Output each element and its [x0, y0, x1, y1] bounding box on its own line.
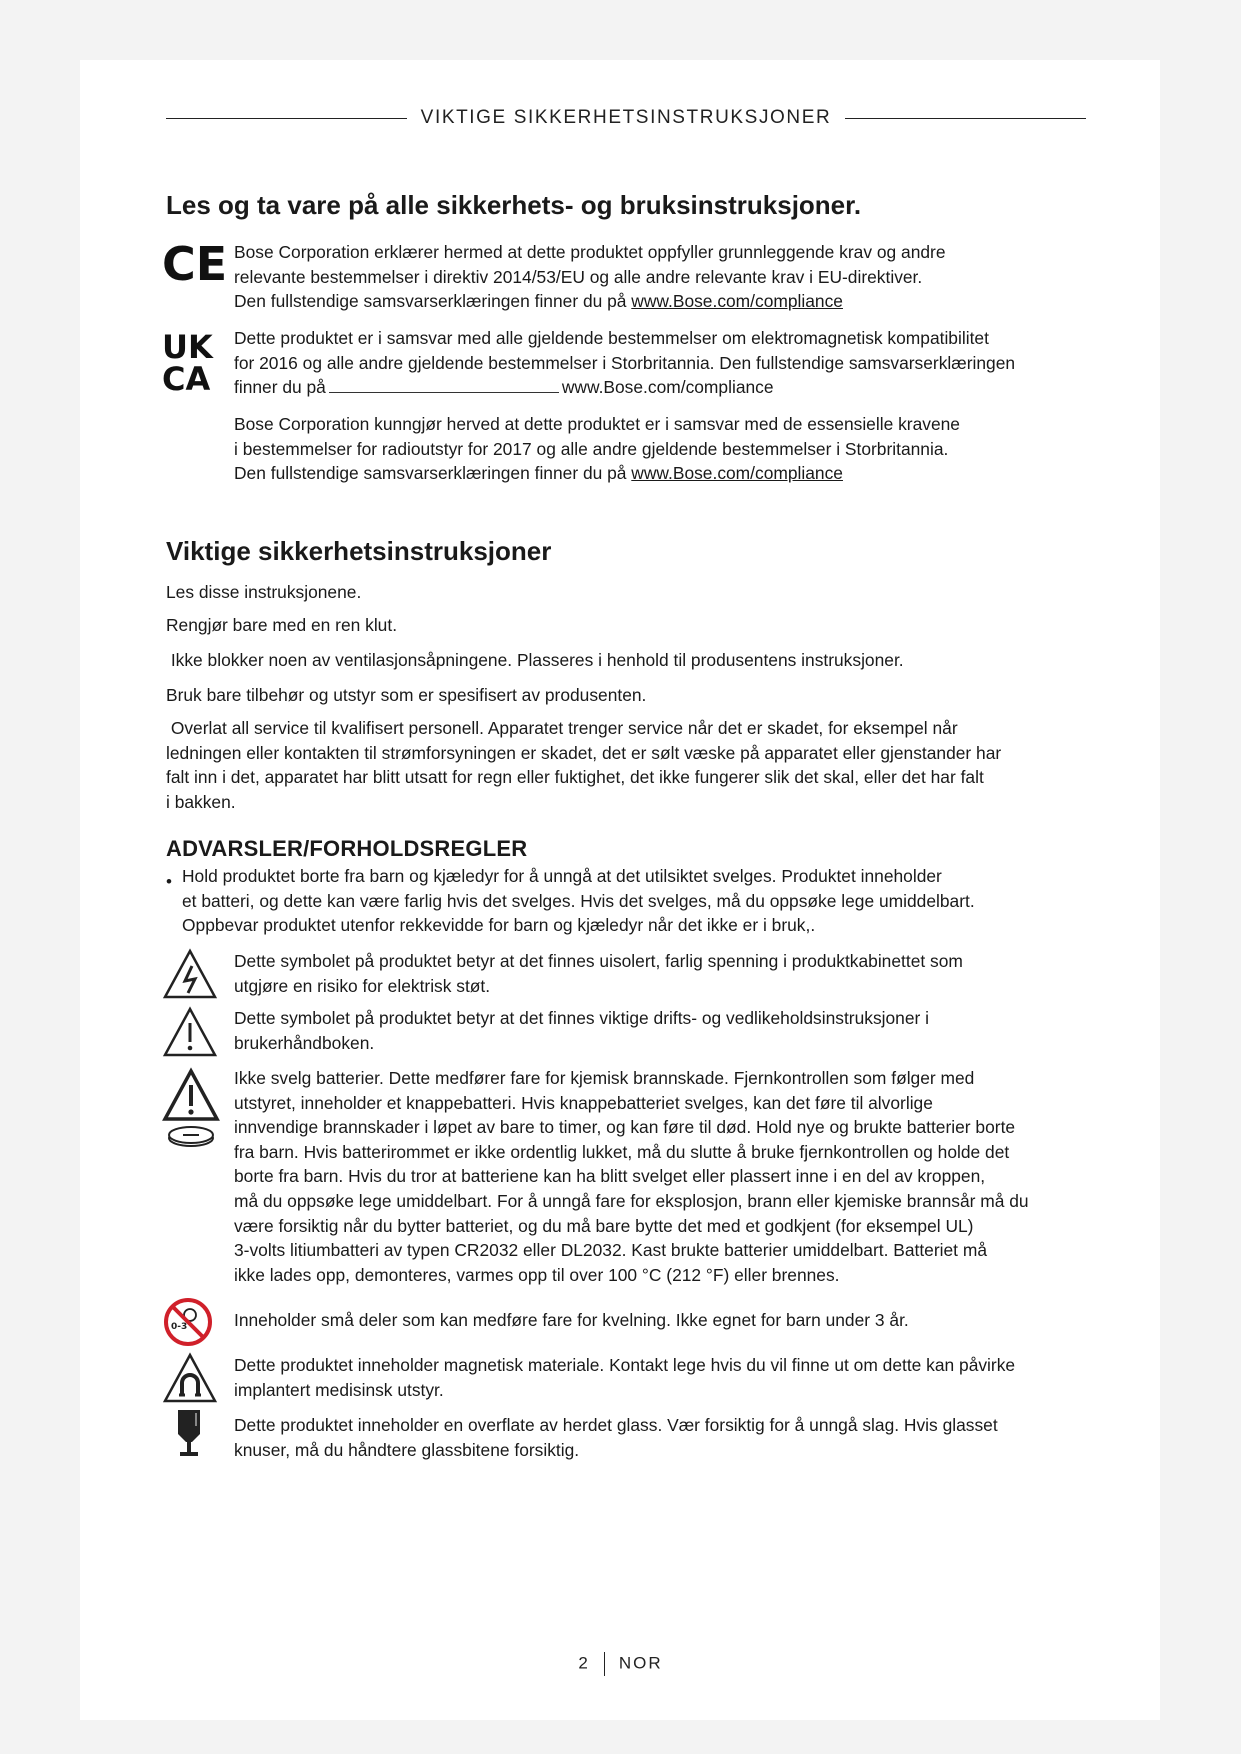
small-parts-warning: [234, 1308, 1094, 1333]
safety-instructions: [166, 613, 1086, 638]
ukca-mark-text-top: UK: [162, 328, 213, 366]
safety-instructions: [166, 683, 1086, 708]
glass-icon: [172, 1410, 206, 1463]
glass-warning-line: knuser, må du håndtere glassbitene forsiktig.: [234, 1439, 580, 1460]
footer-separator: [604, 1652, 605, 1676]
battery-warning-line: ikke lades opp, demonteres, varmes opp til over 100 °C (212 °F) eller brennes.: [234, 1264, 840, 1285]
warning-bullet-line: Oppbevar produktet utenfor rekkevidde for barn og kjæledyr når det ikke er i bruk,.: [182, 915, 816, 936]
small-parts-badge-text: 0-3: [171, 1322, 188, 1332]
electric-shock-warning-icon: [162, 948, 218, 1005]
header-rule-right: [845, 118, 1086, 119]
safety-item-line: Overlat all service til kvalifisert personell. Apparatet trenger service når det er skadet, for eksempel når: [166, 718, 958, 738]
ce-declaration: [234, 240, 1094, 314]
ce-mark-text: CE: [162, 237, 228, 291]
ce-text-prefix: Den fullstendige samsvarserklæringen finner du på: [234, 291, 632, 312]
safety-instructions: [166, 580, 1086, 605]
safety-item: Bruk bare tilbehør og utstyr som er spesifisert av produsenten.: [166, 685, 647, 705]
voltage-warning-line: Dette symbolet på produktet betyr at det finnes uisolert, farlig spenning i produktkabinettet som: [234, 951, 963, 971]
warning-bullet-line: Hold produktet borte fra barn og kjæledyr for å unngå at det utilsiktet svelges. Produktet inneholder: [182, 866, 942, 886]
manual-warning-line: brukerhåndboken.: [234, 1032, 375, 1053]
manual-warning: [234, 1006, 1094, 1055]
ce-mark-icon: [162, 237, 228, 291]
radio-compliance-link[interactable]: www.Bose.com/compliance: [631, 463, 843, 484]
header-rule-left: [166, 118, 407, 119]
ukca-mark-icon: [162, 330, 218, 399]
magnet-warning-line: Dette produktet inneholder magnetisk materiale. Kontakt lege hvis du vil finne ut om dette kan påvirke: [234, 1355, 1016, 1375]
page-footer: [0, 1652, 1241, 1676]
glass-warning-line: Dette produktet inneholder en overflate av herdet glass. Vær forsiktig for å unngå slag. Hvis glasset: [234, 1415, 998, 1435]
battery-warning-line: borte fra barn. Hvis du tror at batteriene kan ha blitt svelget eller plassert inne i en del av kroppen,: [234, 1166, 986, 1187]
ce-text-line: relevante bestemmelser i direktiv 2014/53/EU og alle andre relevante krav i EU-direktiver.: [234, 266, 923, 287]
page-number: 2: [578, 1653, 590, 1673]
ce-text-line: Bose Corporation erklærer hermed at dette produktet oppfyller grunnleggende krav og andre: [234, 242, 946, 262]
warning-bullet-line: et batteri, og dette kan være farlig hvis det svelges. Hvis det svelges, må du oppsøke lege umiddelbart.: [182, 890, 975, 911]
bullet-marker: •: [166, 872, 172, 891]
ce-text-line: [234, 289, 1094, 314]
radio-declaration: [234, 412, 1094, 486]
radio-text-line: i bestemmelser for radioutstyr for 2017 og alle andre gjeldende bestemmelser i Storbritannia.: [234, 438, 949, 459]
small-parts-warning-line: Inneholder små deler som kan medføre fare for kvelning. Ikke egnet for barn under 3 år.: [234, 1310, 909, 1330]
warning-bullet: [182, 864, 1082, 938]
magnet-warning-icon: [162, 1352, 218, 1409]
radio-text-line: [234, 461, 1094, 486]
voltage-warning: [234, 949, 1094, 998]
battery-warning-line: innvendige brannskader i løpet av bare to timer, og kan føre til død. Hold nye og brukte batterier borte: [234, 1117, 1016, 1138]
ukca-text-line: [234, 375, 1094, 400]
safety-instructions: [166, 648, 1086, 673]
battery-warning-line: må du oppsøke lege umiddelbart. For å unngå fare for eksplosjon, brann eller kjemiske brannsår må du: [234, 1190, 1029, 1211]
safety-item: Les disse instruksjonene.: [166, 582, 362, 602]
safety-item: Rengjør bare med en ren klut.: [166, 615, 398, 635]
small-parts-icon: [162, 1296, 214, 1353]
battery-warning-line: Ikke svelg batterier. Dette medfører fare for kjemisk brannskade. Fjernkontrollen som følger med: [234, 1068, 975, 1088]
exclamation-warning-icon: [162, 1006, 218, 1063]
voltage-warning-line: utgjøre en risiko for elektrisk støt.: [234, 975, 491, 996]
section-title-keep-instructions: Les og ta vare på alle sikkerhets- og bruksinstruksjoner.: [166, 190, 862, 220]
safety-item-line: i bakken.: [166, 791, 236, 812]
battery-warning-line: utstyret, inneholder et knappebatteri. Hvis knappebatteriet svelges, kan det føre til alvorlige: [234, 1092, 933, 1113]
safety-item-line: ledningen eller kontakten til strømforsyningen er skadet, det er sølt væske på apparatet eller gjenstander har: [166, 742, 1002, 763]
ukca-text-line: for 2016 og alle andre gjeldende bestemmelser i Storbritannia. Den fullstendige samsvarserklæringen: [234, 352, 1016, 373]
battery-warning-line: 3-volts litiumbatteri av typen CR2032 eller DL2032. Kast brukte batterier umiddelbart. Batteriet må: [234, 1240, 987, 1261]
section-title-safety: Viktige sikkerhetsinstruksjoner: [166, 536, 552, 566]
ukca-compliance-link[interactable]: www.Bose.com/compliance: [561, 377, 774, 398]
language-code: NOR: [618, 1653, 663, 1673]
ukca-text-prefix: finner du på: [234, 377, 326, 398]
glass-warning: [234, 1413, 1094, 1462]
section-title-warnings: ADVARSLER/FORHOLDSREGLER: [166, 836, 528, 861]
battery-warning-line: være forsiktig når du bytter batteriet, og du må bare bytte det med et godkjent (for eksempel UL): [234, 1215, 974, 1236]
radio-text-line: Bose Corporation kunngjør herved at dette produktet er i samsvar med de essensielle kravene: [234, 414, 960, 434]
ukca-text-line: Dette produktet er i samsvar med alle gjeldende bestemmelser om elektromagnetisk kompatibilitet: [234, 328, 989, 348]
battery-warning-line: fra barn. Hvis batterirommet er ikke ordentlig lukket, må du slutte å bruke fjernkontrollen og holde det: [234, 1141, 1010, 1162]
ukca-declaration: [234, 326, 1094, 400]
radio-text-prefix: Den fullstendige samsvarserklæringen finner du på: [234, 463, 632, 484]
ce-compliance-link[interactable]: www.Bose.com/compliance: [631, 291, 843, 312]
magnet-warning: [234, 1353, 1094, 1402]
safety-item-line: falt inn i det, apparatet har blitt utsatt for regn eller fuktighet, det ikke fungerer slik det skal, eller det har falt: [166, 767, 984, 788]
battery-warning-icon: [162, 1068, 220, 1159]
manual-warning-line: Dette symbolet på produktet betyr at det finnes viktige drifts- og vedlikeholdsinstruksjoner i: [234, 1008, 930, 1028]
battery-warning: [234, 1066, 1094, 1287]
page-header: [166, 106, 1086, 130]
header-title: VIKTIGE SIKKERHETSINSTRUKSJONER: [420, 107, 832, 128]
magnet-warning-line: implantert medisinsk utstyr.: [234, 1379, 444, 1400]
blank-line: [329, 376, 559, 393]
ukca-mark-text-bottom: CA: [162, 360, 211, 398]
safety-item: Ikke blokker noen av ventilasjonsåpningene. Plasseres i henhold til produsentens instruksjoner.: [166, 650, 904, 670]
safety-instructions: [166, 716, 1086, 814]
